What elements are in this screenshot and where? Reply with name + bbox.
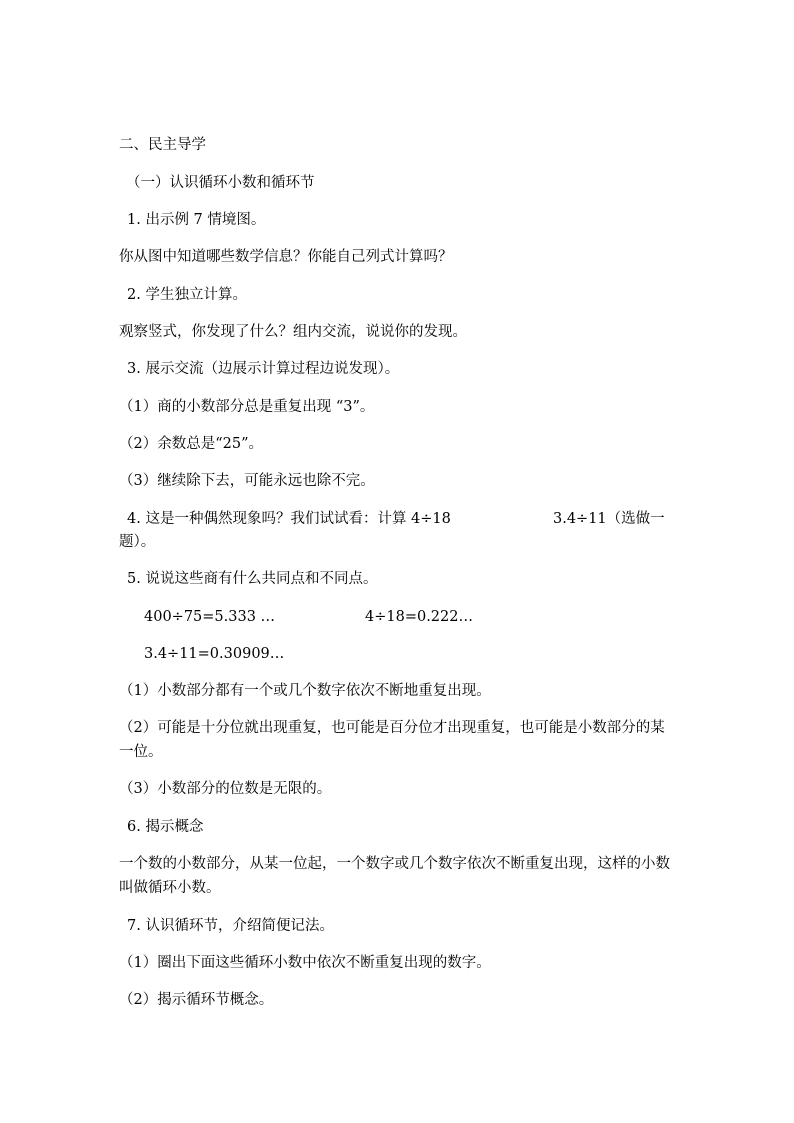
step-5-point-3: （3）小数部分的位数是无限的。 — [119, 781, 332, 797]
step-2: 2. 学生独立计算。 — [127, 287, 247, 303]
equation-2: 4÷18=0.222… — [365, 609, 473, 625]
step-3-point-2: （2）余数总是“25”。 — [119, 436, 264, 452]
step-7: 7. 认识循环节，介绍简便记法。 — [127, 918, 334, 934]
step-4: 4. 这是一种偶然现象吗？我们试试看：计算 4÷18 — [127, 511, 451, 527]
subsection-heading: （一）认识循环小数和循环节 — [126, 175, 315, 191]
equation-1: 400÷75=5.333 … — [144, 609, 276, 625]
step-7-point-2: （2）揭示循环节概念。 — [119, 992, 274, 1008]
step-5: 5. 说说这些商有什么共同点和不同点。 — [127, 571, 378, 587]
step-3-point-1: （1）商的小数部分总是重复出现 “3”。 — [119, 399, 375, 415]
step-3: 3. 展示交流（边展示计算过程边说发现）。 — [127, 361, 400, 377]
step-5-point-2: （2）可能是十分位就出现重复，也可能是百分位才出现重复，也可能是小数部分的某一位。 — [119, 720, 665, 760]
step-1: 1. 出示例 7 情境图。 — [127, 212, 266, 228]
step-6: 6. 揭示概念 — [127, 819, 204, 835]
step-4-wrap: 题）。 — [119, 534, 156, 550]
step-7-point-1: （1）圈出下面这些循环小数中依次不断重复出现的数字。 — [119, 955, 491, 971]
step-3-point-3: （3）继续除下去，可能永远也除不完。 — [119, 473, 375, 489]
step-2-question: 观察竖式，你发现了什么？组内交流，说说你的发现。 — [119, 324, 467, 340]
step-5-point-1: （1）小数部分都有一个或几个数字依次不断地重复出现。 — [119, 683, 491, 699]
section-heading: 二、民主导学 — [119, 137, 206, 153]
step-1-question: 你从图中知道哪些数学信息？你能自己列式计算吗？ — [119, 249, 453, 265]
step-4-optional: 3.4÷11（选做一 — [553, 511, 665, 527]
concept-definition: 一个数的小数部分，从某一位起，一个数字或几个数字依次不断重复出现，这样的小数叫做循环小数。 — [119, 856, 670, 896]
equation-3: 3.4÷11=0.30909… — [144, 646, 285, 662]
